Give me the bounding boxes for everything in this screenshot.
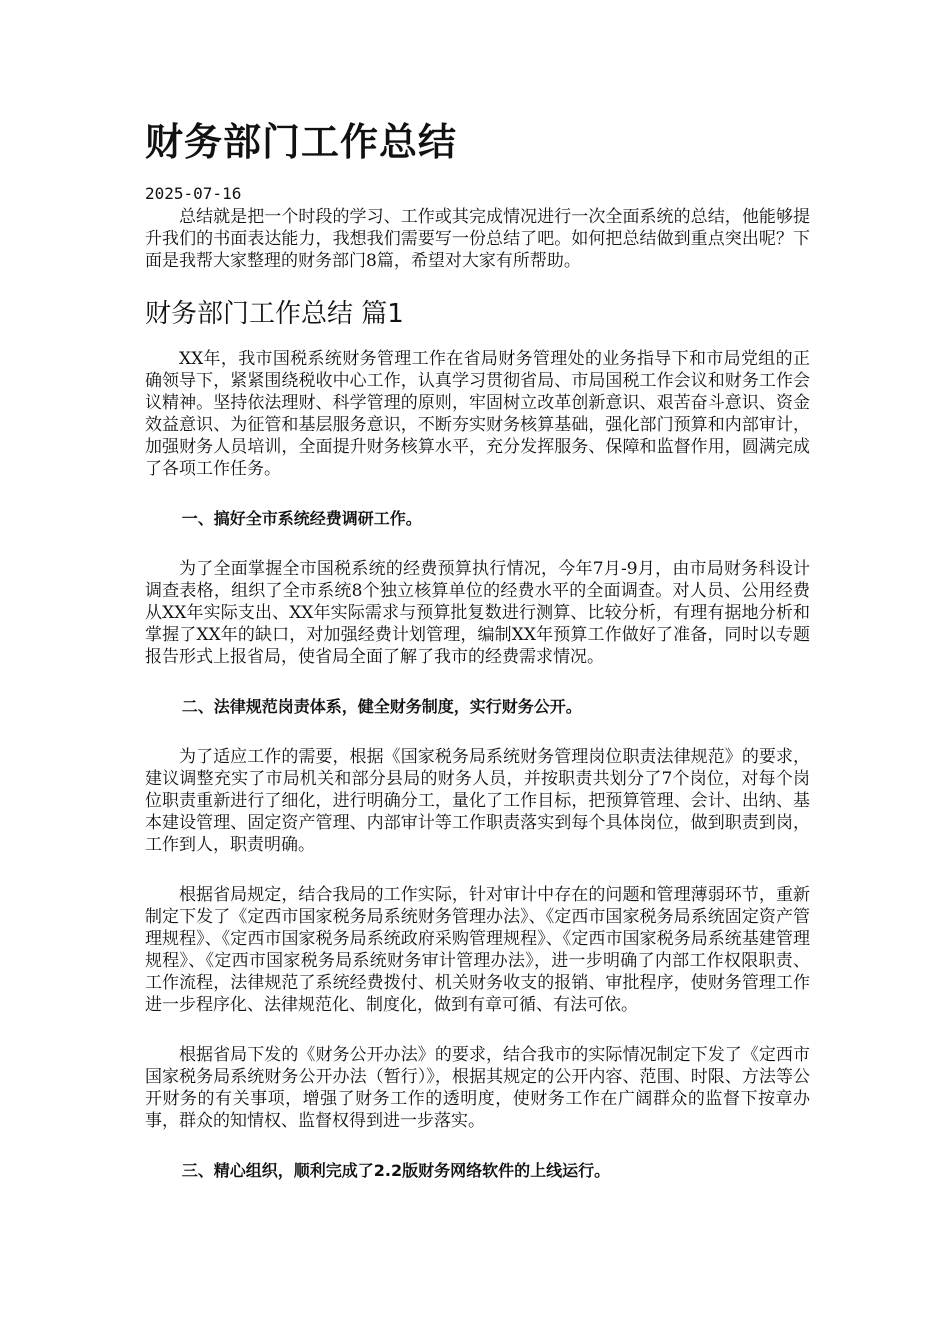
body-paragraph: 为了全面掌握全市国税系统的经费预算执行情况，今年7月-9月，由市局财务科设计调查表格，组织了全市系统8个独立核算单位的经费水平的全面调查。对人员、公用经费从XX年实际支出、XX年实际需求与预算批复数进行测算、比较分析，有理有据地分析和掌握了XX年的缺口，对加强经费计划管理，编制XX年预算工作做好了准备，同时以专题报告形式上报省局，使省局全面了解了我市的经费需求情况。 [145, 559, 810, 667]
body-paragraph: 根据省局规定，结合我局的工作实际，针对审计中存在的问题和管理薄弱环节，重新制定下发了《定西市国家税务局系统财务管理办法》、《定西市国家税务局系统固定资产管理规程》、《定西市国家税务局系统政府采购管理规程》、《定西市国家税务局系统基建管理规程》、《定西市国家税务局系统财务审计管理办法》，进一步明确了内部工作权限职责、工作流程，法律规范了系统经费拨付、机关财务收支的报销、审批程序，使财务管理工作进一步程序化、法律规范化、制度化，做到有章可循、有法可依。 [145, 885, 810, 1015]
subheading: 三、精心组织，顺利完成了2.2版财务网络软件的上线运行。 [181, 1161, 611, 1180]
body-paragraph: 根据省局下发的《财务公开办法》的要求，结合我市的实际情况制定下发了《定西市国家税务局系统财务公开办法（暂行）》，根据其规定的公开内容、范围、时限、方法等公开财务的有关事项，增强了财务工作的透明度，使财务工作在广阔群众的监督下按章办事，群众的知情权、监督权得到进一步落实。 [145, 1045, 810, 1131]
body-paragraph: 为了适应工作的需要，根据《国家税务局系统财务管理岗位职责法律规范》的要求，建议调整充实了市局机关和部分县局的财务人员，并按职责共划分了7个岗位，对每个岗位职责重新进行了细化，进行明确分工，量化了工作目标，把预算管理、会计、出纳、基本建设管理、固定资产管理、内部审计等工作职责落实到每个具体岗位，做到职责到岗，工作到人，职责明确。 [145, 747, 810, 855]
subheading: 一、搞好全市系统经费调研工作。 [181, 509, 422, 528]
intro-paragraph: 总结就是把一个时段的学习、工作或其完成情况进行一次全面系统的总结，他能够提升我们的书面表达能力，我想我们需要写一份总结了吧。如何把总结做到重点突出呢？下面是我帮大家整理的财务部门8篇，希望对大家有所帮助。 [145, 207, 810, 271]
body-paragraph: XX年，我市国税系统财务管理工作在省局财务管理处的业务指导下和市局党组的正确领导下，紧紧围绕税收中心工作，认真学习贯彻省局、市局国税工作会议和财务工作会议精神。坚持依法理财、科学管理的原则，牢固树立改革创新意识、艰苦奋斗意识、资金效益意识、为征管和基层服务意识，不断夯实财务核算基础，强化部门预算和内部审计，加强财务人员培训，全面提升财务核算水平，充分发挥服务、保障和监督作用，圆满完成了各项工作任务。 [145, 349, 810, 479]
document-date: 2025-07-16 [145, 184, 242, 203]
document-page [145, 112, 810, 1182]
document-title: 财务部门工作总结 [145, 120, 458, 164]
section-title: 财务部门工作总结 篇1 [145, 299, 404, 329]
subheading: 二、法律规范岗责体系，健全财务制度，实行财务公开。 [181, 697, 582, 716]
